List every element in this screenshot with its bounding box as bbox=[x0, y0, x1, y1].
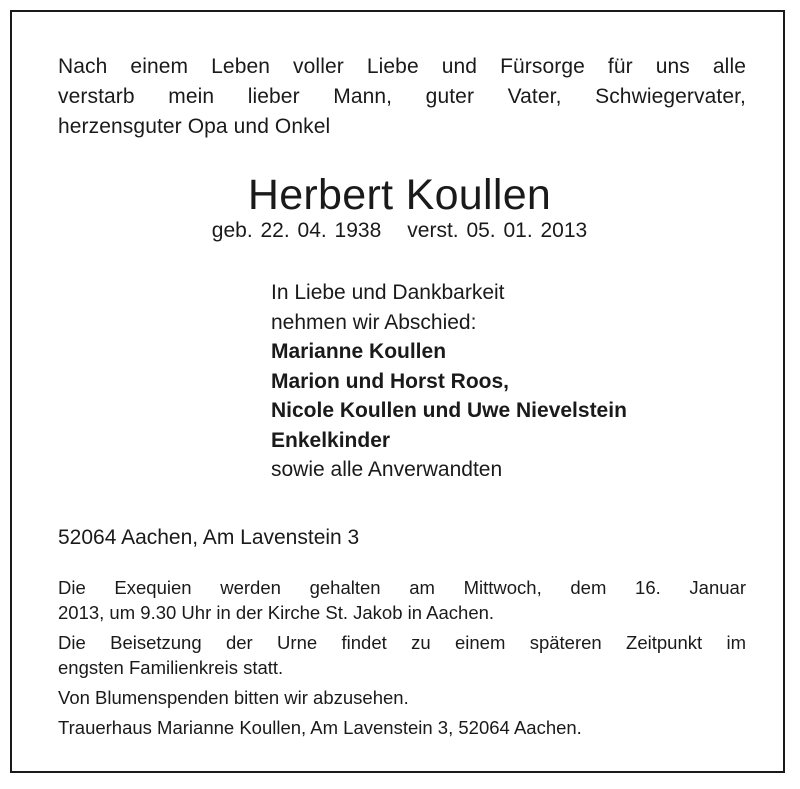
burial-paragraph bbox=[58, 630, 746, 680]
mourner-name: Nicole Koullen und Uwe Nievelstein bbox=[271, 399, 627, 422]
mourning-house-paragraph bbox=[58, 715, 746, 740]
mourners-intro: nehmen wir Abschied: bbox=[271, 310, 477, 334]
mourning-house-line: Trauerhaus Marianne Koullen, Am Lavenstein 3, 52064 Aachen. bbox=[58, 717, 582, 738]
intro-line: Nach einem Leben voller Liebe und Fürsorge für uns alle bbox=[58, 55, 746, 78]
deceased-name: Herbert Koullen bbox=[247, 171, 552, 219]
exequien-line: 2013, um 9.30 Uhr in der Kirche St. Jakob in Aachen. bbox=[58, 602, 495, 623]
birth-date: geb. 22. 04. 1938 bbox=[211, 219, 382, 242]
burial-line: engsten Familienkreis statt. bbox=[58, 657, 284, 678]
service-details bbox=[58, 575, 746, 745]
intro-text bbox=[58, 52, 746, 142]
flowers-line: Von Blumenspenden bitten wir abzusehen. bbox=[58, 687, 409, 708]
burial-line: Die Beisetzung der Urne findet zu einem späteren Zeitpunkt im bbox=[58, 632, 746, 653]
intro-line: herzensguter Opa und Onkel bbox=[58, 115, 331, 138]
exequien-line: Die Exequien werden gehalten am Mittwoch, dem 16. Januar bbox=[58, 577, 746, 598]
mourner-name: Marianne Koullen bbox=[271, 340, 447, 363]
exequien-paragraph bbox=[58, 575, 746, 625]
obituary-frame bbox=[10, 10, 785, 773]
death-date: verst. 05. 01. 2013 bbox=[407, 219, 588, 242]
mourners-intro: In Liebe und Dankbarkeit bbox=[271, 281, 505, 304]
mourner-name: Marion und Horst Roos, bbox=[271, 369, 509, 393]
flowers-paragraph bbox=[58, 685, 746, 710]
life-dates bbox=[12, 216, 787, 246]
mourners-closing: sowie alle Anverwandten bbox=[271, 458, 503, 481]
intro-line: verstarb mein lieber Mann, guter Vater, Schwiegervater, bbox=[58, 85, 746, 108]
mourners-block bbox=[271, 278, 627, 485]
family-address: 52064 Aachen, Am Lavenstein 3 bbox=[58, 526, 360, 549]
mourner-name: Enkelkinder bbox=[271, 428, 391, 452]
